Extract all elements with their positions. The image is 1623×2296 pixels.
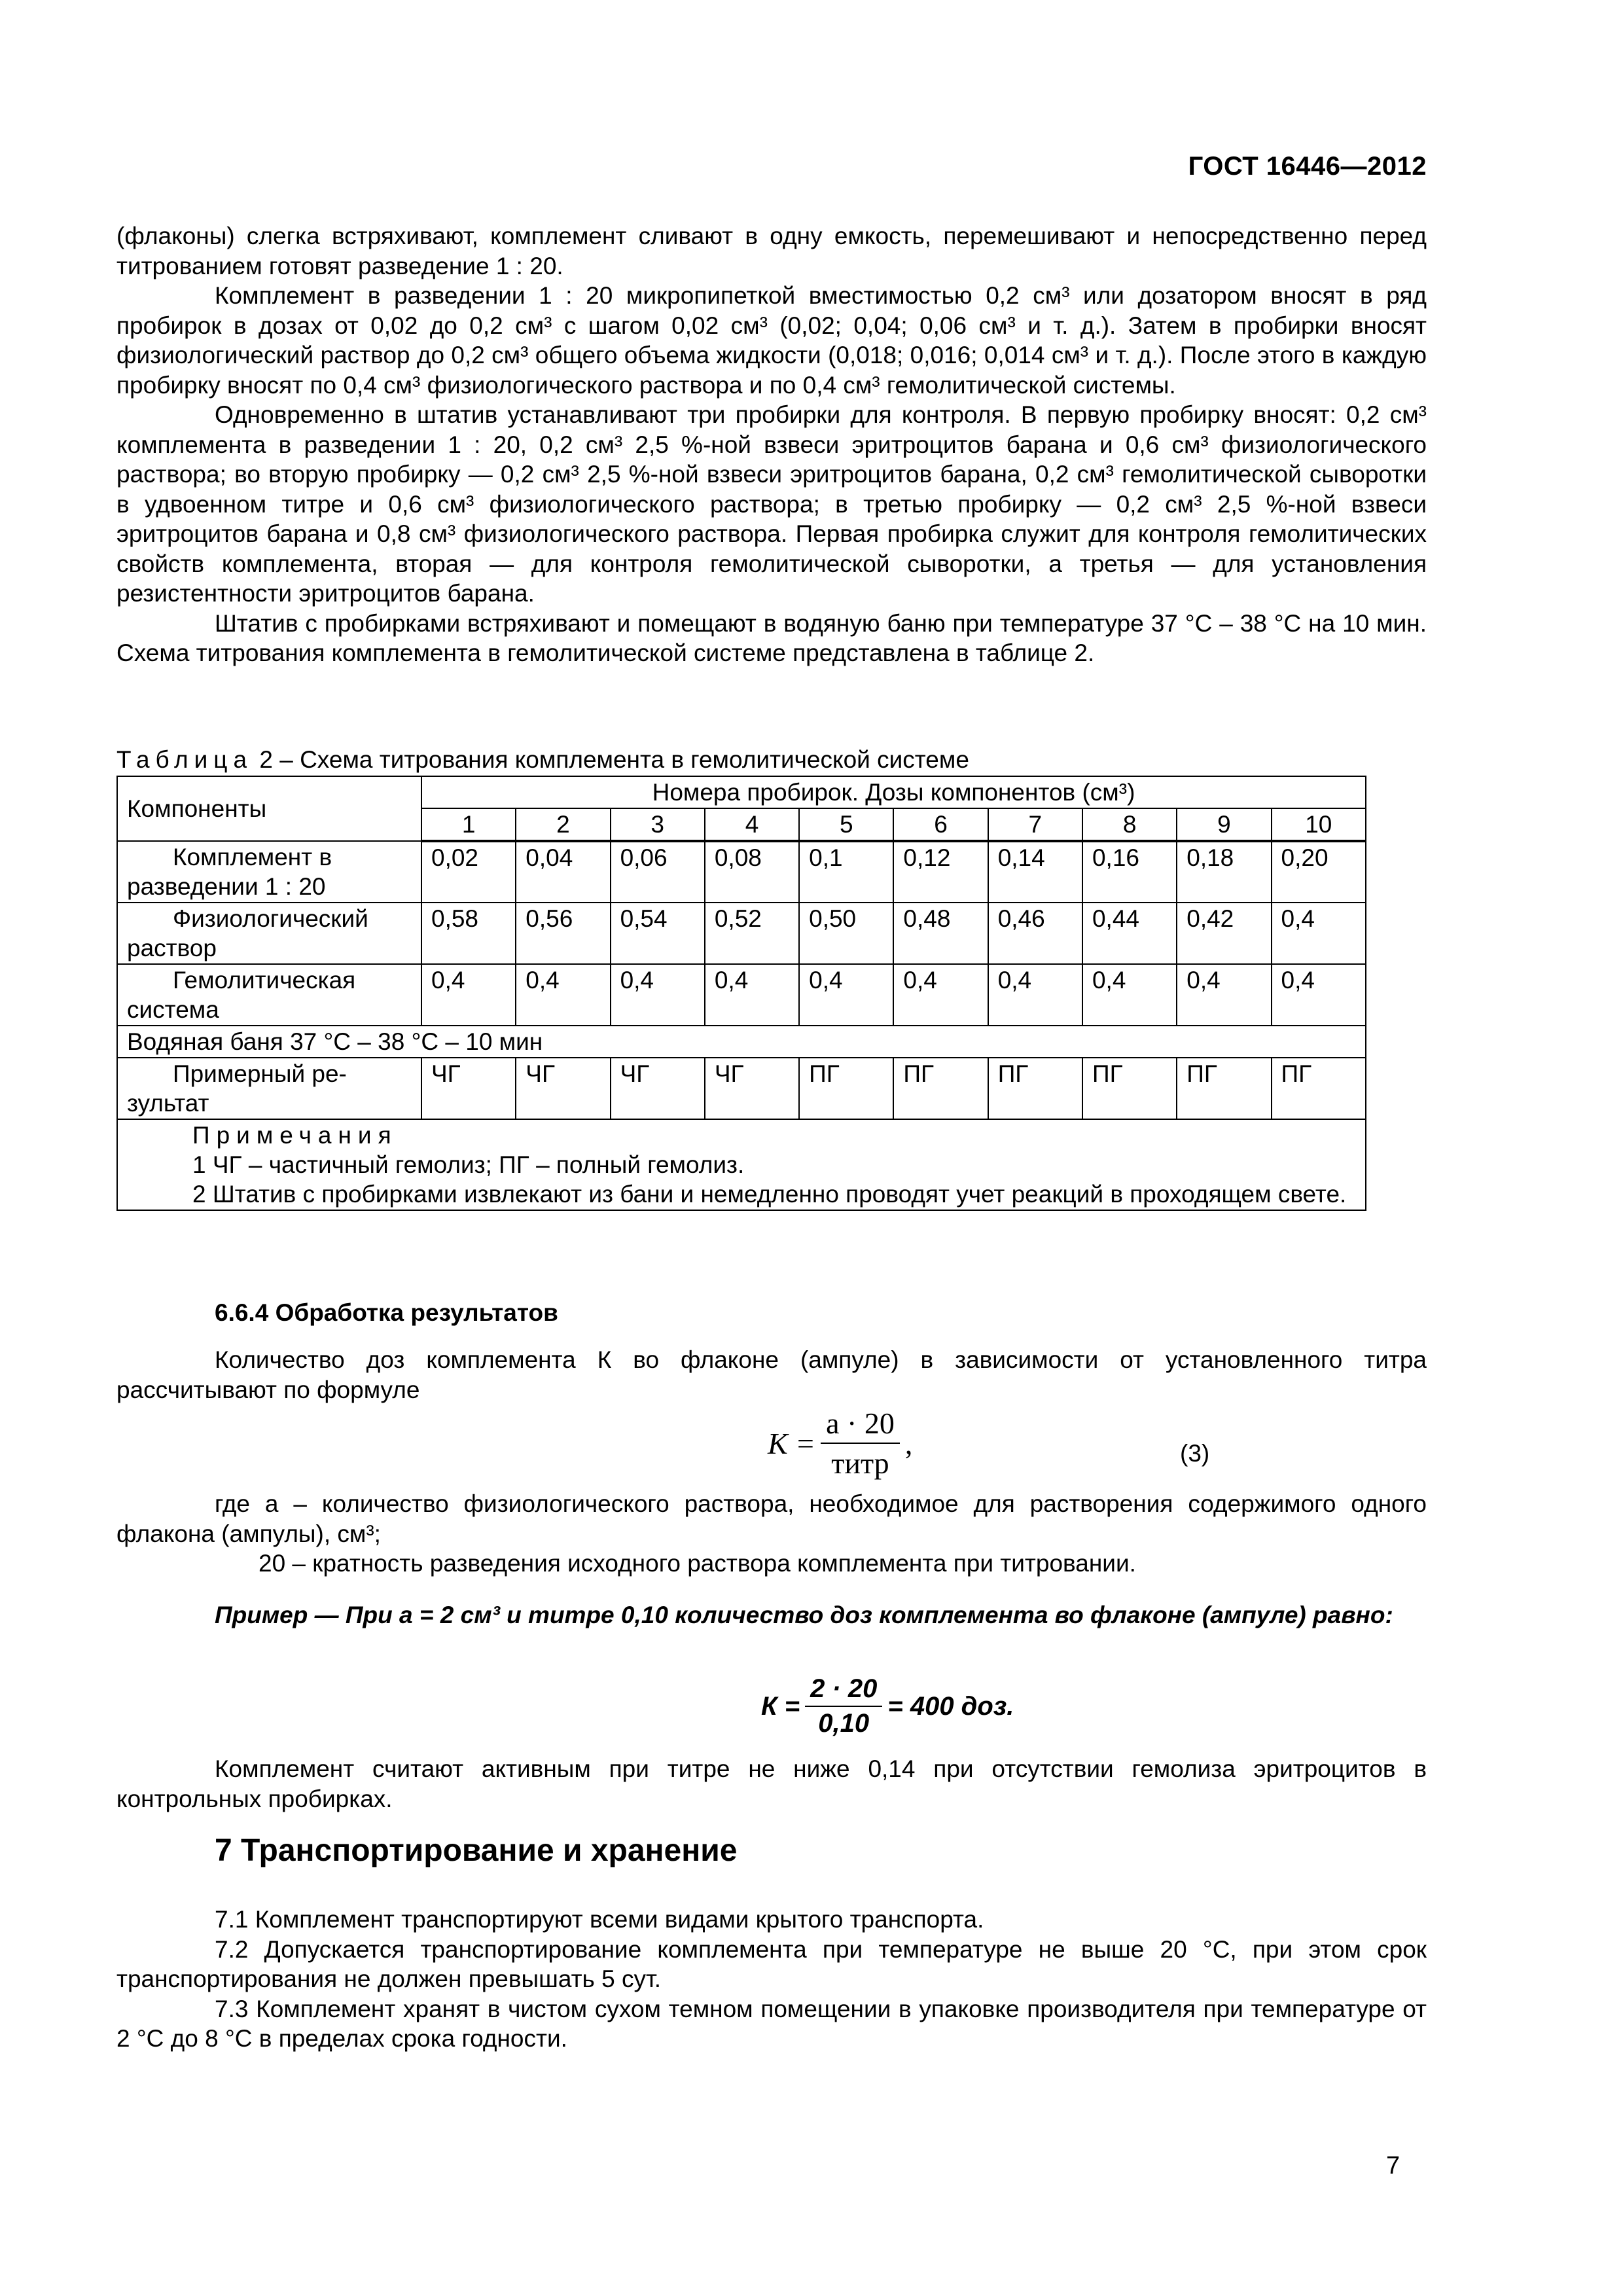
- page-number: 7: [1386, 2152, 1400, 2179]
- formula-3: [768, 1406, 912, 1480]
- section-7-paragraph: 7.2 Допускается транспортирование комплемента при температуре не выше 20 °С, при этом срок транспортирования не должен превышать 5 сут.: [116, 1935, 1427, 1992]
- tube-number: 4: [705, 808, 799, 841]
- tube-number: 5: [799, 808, 893, 841]
- components-header: Компоненты: [117, 776, 421, 841]
- table-cell: ПГ: [1272, 1058, 1366, 1119]
- tube-number: 8: [1082, 808, 1177, 841]
- table-cell: 0,46: [988, 903, 1082, 964]
- document-header: ГОСТ 16446—2012: [1188, 152, 1427, 181]
- section-7-paragraph: 7.3 Комплемент хранят в чистом сухом темном помещении в упаковке производителя при температуре от 2 °С до 8 °С в пределах срока годности.: [116, 1995, 1427, 2052]
- table-cell: 0,4: [893, 964, 988, 1026]
- component-label: Комплемент в разведении 1 : 20: [117, 841, 421, 903]
- component-label: Примерный ре- зультат: [117, 1058, 421, 1119]
- calc-text: [116, 1345, 1427, 1405]
- table-cell: 0,52: [705, 903, 799, 964]
- table-cell: 0,56: [516, 903, 610, 964]
- calc-paragraph: Количество доз комплемента К во флаконе (ампуле) в зависимости от установленного титра рассчитывают по формуле: [116, 1346, 1427, 1403]
- table-cell: 0,4: [611, 964, 705, 1026]
- section-7-text: [116, 1905, 1427, 2054]
- table-cell: ЧГ: [421, 1058, 516, 1119]
- tube-number: 2: [516, 808, 610, 841]
- table-cell: 0,4: [421, 964, 516, 1026]
- intro-paragraph: (флаконы) слегка встряхивают, комплемент сливают в одну емкость, перемешивают и непосредственно перед титрованием готовят разведение 1 : 20.: [116, 223, 1427, 279]
- table-cell: ЧГ: [705, 1058, 799, 1119]
- tube-number: 9: [1177, 808, 1271, 841]
- note: 2 Штатив с пробирками извлекают из бани и немедленно проводят учет реакций в проходящем свете.: [192, 1181, 1347, 1208]
- table-cell: 0,44: [1082, 903, 1177, 964]
- titration-table: [116, 776, 1366, 1211]
- table-row: [117, 841, 1366, 903]
- result-row: [117, 1058, 1366, 1119]
- tube-number: 3: [611, 808, 705, 841]
- table-cell: 0,08: [705, 841, 799, 903]
- table-cell: 0,58: [421, 903, 516, 964]
- table-cell: 0,4: [1177, 964, 1271, 1026]
- where-paragraph: 20 – кратность разведения исходного раствора комплемента при титровании.: [259, 1550, 1136, 1577]
- conclusion-paragraph: Комплемент считают активным при титре не ниже 0,14 при отсутствии гемолиза эритроцитов в контрольных пробирках.: [116, 1755, 1427, 1812]
- table-cell: 0,16: [1082, 841, 1177, 903]
- table-header-row: [117, 776, 1366, 808]
- table-cell: 0,06: [611, 841, 705, 903]
- example-formula-lhs: К =: [761, 1691, 800, 1721]
- table-cell: 0,4: [1082, 964, 1177, 1026]
- example-paragraph: Пример — При а = 2 см³ и титре 0,10 количество доз комплемента во флаконе (ампуле) равно:: [215, 1602, 1393, 1628]
- formula-explanation: [116, 1489, 1427, 1579]
- notes-cell: [117, 1119, 1366, 1210]
- example-text: [116, 1600, 1427, 1630]
- table-caption-word: Таблица: [116, 746, 253, 773]
- table-cell: ПГ: [1177, 1058, 1271, 1119]
- section-7-paragraph: 7.1 Комплемент транспортируют всеми видами крытого транспорта.: [215, 1906, 984, 1933]
- formula-lhs: К =: [768, 1426, 816, 1460]
- table-caption-text: 2 – Схема титрования комплемента в гемолитической системе: [253, 746, 969, 773]
- table-cell: 0,54: [611, 903, 705, 964]
- table-cell: 0,04: [516, 841, 610, 903]
- example-formula-rhs: = 400 доз.: [887, 1691, 1014, 1721]
- table-cell: ПГ: [988, 1058, 1082, 1119]
- component-label: Гемолитическая система: [117, 964, 421, 1026]
- where-paragraph: где a – количество физиологического раствора, необходимое для растворения содержимого одного флакона (ампулы), см³;: [116, 1490, 1427, 1547]
- table-cell: 0,4: [799, 964, 893, 1026]
- formula-numerator: a · 20: [821, 1406, 900, 1444]
- table-row: [117, 964, 1366, 1026]
- example-formula-numerator: 2 · 20: [805, 1674, 882, 1707]
- water-bath-row: [117, 1026, 1366, 1058]
- table-cell: 0,20: [1272, 841, 1366, 903]
- intro-paragraph: Комплемент в разведении 1 : 20 микропипеткой вместимостью 0,2 см³ или дозатором вносят в ряд пробирок в дозах от 0,02 до 0,2 см³ с шагом 0,02 см³ (0,02; 0,04; 0,06 см³ и т. д.). Затем в пробирки вносят физиологический раствор до 0,2 см³ общего объема жидкости (0,018; 0,016; 0,014 см³ и т. д.). После этого в каждую пробирку вносят по 0,4 см³ физиологического раствора и по 0,4 см³ гемолитической системы.: [116, 282, 1427, 399]
- table-cell: 0,4: [1272, 964, 1366, 1026]
- table-row: [117, 903, 1366, 964]
- example-formula-fraction: [805, 1674, 882, 1738]
- table-caption: [116, 746, 1360, 774]
- intro-paragraph: Штатив с пробирками встряхивают и помещают в водяную баню при температуре 37 °С – 38 °С на 10 мин. Схема титрования комплемента в гемолитической системе представлена в таблице 2.: [116, 609, 1427, 666]
- formula-tail: ,: [904, 1426, 913, 1460]
- intro-paragraph: Одновременно в штатив устанавливают три пробирки для контроля. В первую пробирку вносят: 0,2 см³ комплемента в разведении 1 : 20, 0,2 см³ 2,5 %-ной взвеси эритроцитов барана и 0,6 см³ физиологического раствора; во вторую пробирку — 0,2 см³ 2,5 %-ной взвеси эритроцитов барана, 0,2 см³ гемолитической сыворотки в удвоенном титре и 0,6 см³ физиологического раствора; в третью пробирку — 0,2 см³ 2,5 %-ной взвеси эритроцитов барана и 0,8 см³ физиологического раствора. Первая пробирка служит для контроля гемолитических свойств комплемента, вторая — для контроля гемолитической сыворотки, а третья — для установления резистентности эритроцитов барана.: [116, 401, 1427, 607]
- table-cell: 0,18: [1177, 841, 1271, 903]
- water-bath-cell: Водяная баня 37 °С – 38 °С – 10 мин: [117, 1026, 1366, 1058]
- component-label: Физиологический раствор: [117, 903, 421, 964]
- tube-number: 10: [1272, 808, 1366, 841]
- table-cell: ПГ: [799, 1058, 893, 1119]
- table-cell: 0,1: [799, 841, 893, 903]
- table-cell: ЧГ: [516, 1058, 610, 1119]
- formula-number: (3): [1180, 1440, 1210, 1467]
- table-cell: ПГ: [893, 1058, 988, 1119]
- tube-numbers-header: Номера пробирок. Дозы компонентов (см³): [421, 776, 1366, 808]
- table-cell: 0,4: [1272, 903, 1366, 964]
- table-cell: 0,50: [799, 903, 893, 964]
- example-formula: [761, 1674, 1014, 1738]
- notes-title: Примечания: [192, 1122, 398, 1149]
- table-cell: 0,4: [516, 964, 610, 1026]
- table-cell: ПГ: [1082, 1058, 1177, 1119]
- table-cell: 0,02: [421, 841, 516, 903]
- section-heading-7: 7 Транспортирование и хранение: [215, 1833, 738, 1868]
- table-cell: 0,4: [988, 964, 1082, 1026]
- intro-text: [116, 221, 1427, 668]
- formula-denominator: титр: [831, 1446, 889, 1480]
- tube-number: 6: [893, 808, 988, 841]
- tube-number: 7: [988, 808, 1082, 841]
- table-cell: ЧГ: [611, 1058, 705, 1119]
- table-cell: 0,42: [1177, 903, 1271, 964]
- section-heading-6-6-4: 6.6.4 Обработка результатов: [215, 1299, 558, 1326]
- conclusion-text: [116, 1754, 1427, 1814]
- tube-number: 1: [421, 808, 516, 841]
- table-cell: 0,4: [705, 964, 799, 1026]
- note: 1 ЧГ – частичный гемолиз; ПГ – полный гемолиз.: [192, 1151, 745, 1178]
- example-formula-denominator: 0,10: [818, 1709, 870, 1738]
- table-cell: 0,12: [893, 841, 988, 903]
- table-cell: 0,14: [988, 841, 1082, 903]
- table-cell: 0,48: [893, 903, 988, 964]
- notes-row: [117, 1119, 1366, 1210]
- formula-fraction: [821, 1406, 900, 1480]
